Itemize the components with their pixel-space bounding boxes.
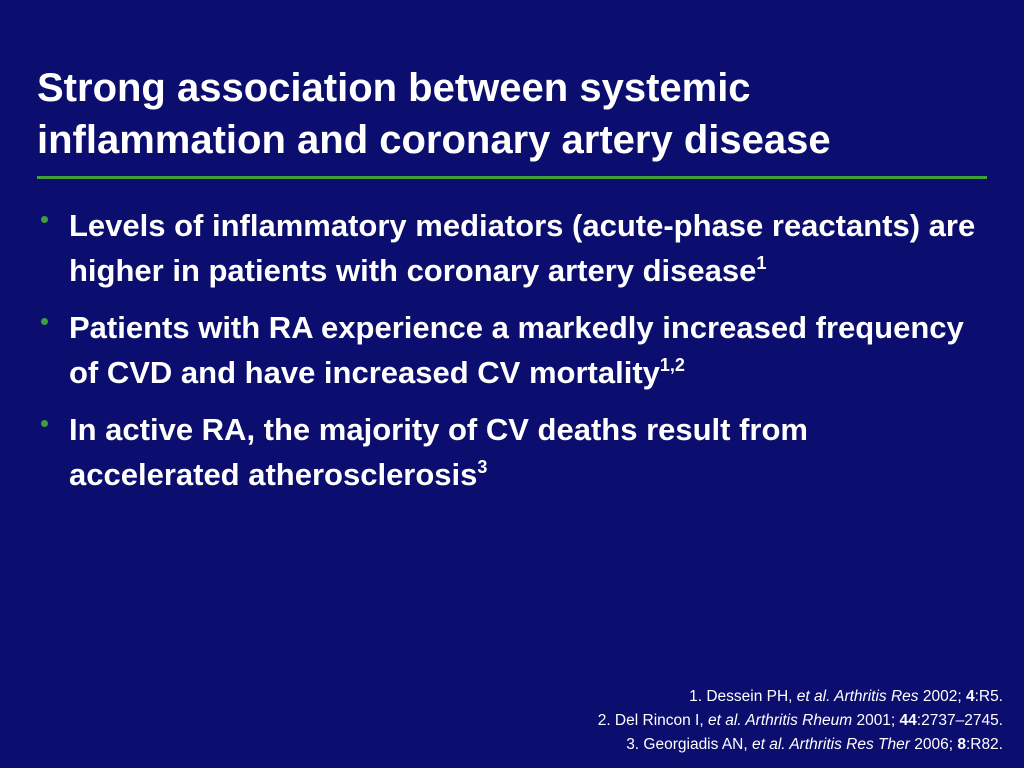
reference-year: 2002; [918, 688, 966, 705]
reference-etal: et al. [796, 688, 831, 705]
reference-journal: Arthritis Res [830, 688, 919, 705]
bullet-citation: 1,2 [659, 355, 685, 375]
reference-volume: 8 [957, 736, 966, 753]
bullet-text: In active RA, the majority of CV deaths result from accelerated atherosclerosis [69, 412, 808, 492]
reference-volume: 4 [965, 688, 975, 705]
bullet-citation: 1 [756, 253, 767, 273]
reference-year: 2006; [909, 736, 958, 753]
reference-year: 2001; [852, 712, 900, 729]
references [598, 685, 1003, 757]
reference-authors: 3. Georgiadis AN, [626, 736, 752, 753]
reference-journal: Arthritis Res Ther [785, 736, 910, 753]
bullet-item [37, 407, 987, 497]
slide-title-line1: Strong association between systemic [37, 66, 751, 110]
bullet-item [37, 305, 987, 395]
bullet-list [37, 203, 987, 509]
bullet-item [37, 203, 987, 293]
bullet-dot-icon [41, 216, 48, 223]
bullet-citation: 3 [477, 457, 488, 477]
reference-item [598, 733, 1003, 757]
bullet-dot-icon [41, 318, 48, 325]
reference-journal: Arthritis Rheum [741, 712, 853, 729]
bullet-text: Levels of inflammatory mediators (acute-phase reactants) are higher in patients with coronary artery disease [69, 208, 976, 288]
reference-item [598, 685, 1003, 709]
reference-etal: et al. [707, 712, 742, 729]
reference-item [598, 709, 1003, 733]
reference-authors: 1. Dessein PH, [689, 688, 797, 705]
reference-volume: 44 [899, 712, 917, 729]
bullet-text: Patients with RA experience a markedly increased frequency of CVD and have increased CV mortality [69, 310, 964, 390]
reference-pages: :R82. [965, 736, 1003, 753]
title-divider [37, 176, 987, 179]
reference-pages: :R5. [974, 688, 1003, 705]
reference-pages: :2737–2745. [916, 712, 1003, 729]
bullet-dot-icon [41, 420, 48, 427]
reference-authors: 2. Del Rincon I, [597, 712, 708, 729]
slide-title-line2: inflammation and coronary artery disease [37, 118, 831, 162]
slide-title [37, 62, 987, 166]
reference-etal: et al. [751, 736, 786, 753]
